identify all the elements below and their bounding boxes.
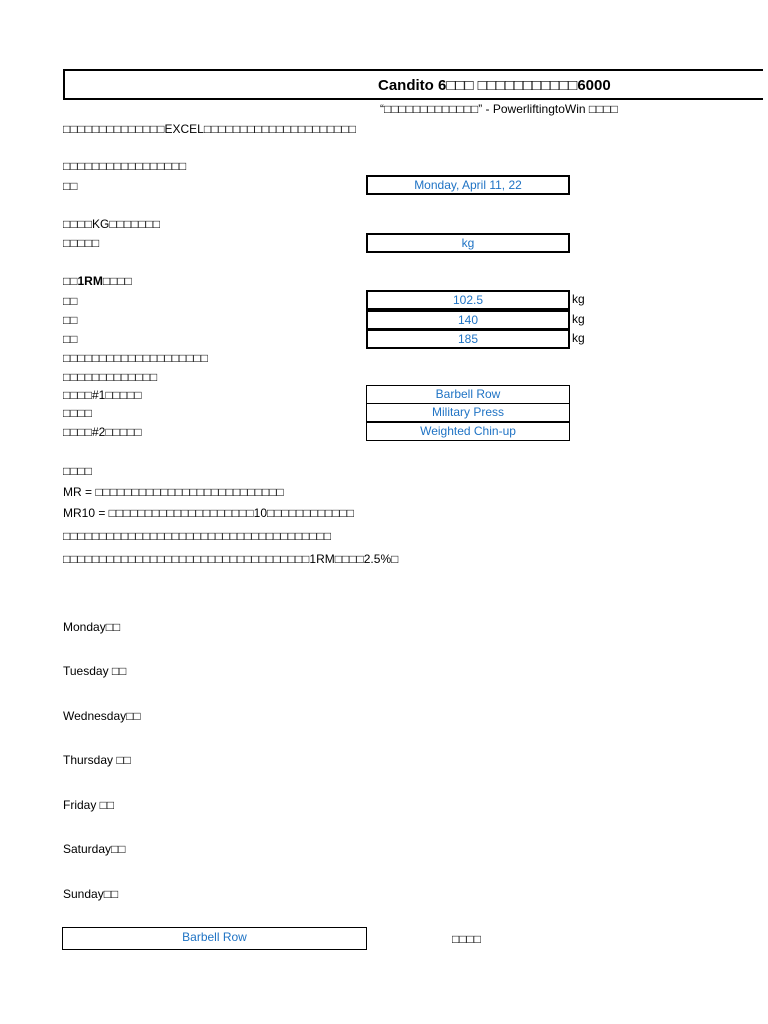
accessory-label-1: □□□□#1□□□□□ — [63, 388, 142, 402]
day-saturday: Saturday□□ — [63, 842, 126, 856]
day-monday: Monday□□ — [63, 620, 121, 634]
day-thursday: Thursday □□ — [63, 753, 131, 767]
note-line-2: MR10 = □□□□□□□□□□□□□□□□□□□□10□□□□□□□□□□□□ — [63, 506, 354, 520]
accessory-note-1: □□□□□□□□□□□□□□□□□□□□ — [63, 351, 208, 365]
unit-label: □□□□□ — [63, 236, 100, 250]
unit-heading: □□□□KG□□□□□□□ — [63, 217, 161, 231]
note-line-1: MR = □□□□□□□□□□□□□□□□□□□□□□□□□□ — [63, 485, 284, 499]
accessory-input-3[interactable]: Weighted Chin-up — [366, 422, 570, 441]
accessory-label-3: □□□□#2□□□□□ — [63, 425, 142, 439]
day-wednesday: Wednesday□□ — [63, 709, 141, 723]
lift-unit-3: kg — [572, 331, 585, 345]
lift-label-3: □□ — [63, 332, 78, 346]
orm-heading: □□1RM□□□□ — [63, 274, 132, 288]
day-friday: Friday □□ — [63, 798, 115, 812]
lift-input-1[interactable]: 102.5 — [366, 290, 570, 310]
footer-exercise-box[interactable]: Barbell Row — [62, 927, 367, 950]
accessory-input-1[interactable]: Barbell Row — [366, 385, 570, 404]
unit-input[interactable]: kg — [366, 233, 570, 253]
date-heading: □□□□□□□□□□□□□□□□□ — [63, 159, 187, 173]
footer-label: □□□□ — [452, 932, 481, 946]
accessory-label-2: □□□□ — [63, 406, 92, 420]
intro-text: □□□□□□□□□□□□□□EXCEL□□□□□□□□□□□□□□□□□□□□□ — [63, 122, 357, 136]
lift-unit-2: kg — [572, 312, 585, 326]
sheet-title: Candito 6□□□ □□□□□□□□□□□6000 — [378, 77, 611, 94]
accessory-note-2: □□□□□□□□□□□□□ — [63, 370, 158, 384]
day-sunday: Sunday□□ — [63, 887, 119, 901]
lift-unit-1: kg — [572, 292, 585, 306]
day-tuesday: Tuesday □□ — [63, 664, 127, 678]
lift-input-3[interactable]: 185 — [366, 329, 570, 349]
accessory-input-2[interactable]: Military Press — [366, 403, 570, 422]
lift-input-2[interactable]: 140 — [366, 310, 570, 330]
notes-heading: □□□□ — [63, 464, 92, 478]
sheet-subtitle: “□□□□□□□□□□□□□” - PowerliftingtoWin □□□□ — [380, 102, 618, 116]
lift-label-2: □□ — [63, 313, 78, 327]
date-input[interactable]: Monday, April 11, 22 — [366, 175, 570, 195]
date-label: □□ — [63, 179, 78, 193]
note-line-4: □□□□□□□□□□□□□□□□□□□□□□□□□□□□□□□□□□1RM□□□□2.5%□ — [63, 552, 399, 566]
lift-label-1: □□ — [63, 294, 78, 308]
note-line-3: □□□□□□□□□□□□□□□□□□□□□□□□□□□□□□□□□□□□□ — [63, 529, 332, 543]
